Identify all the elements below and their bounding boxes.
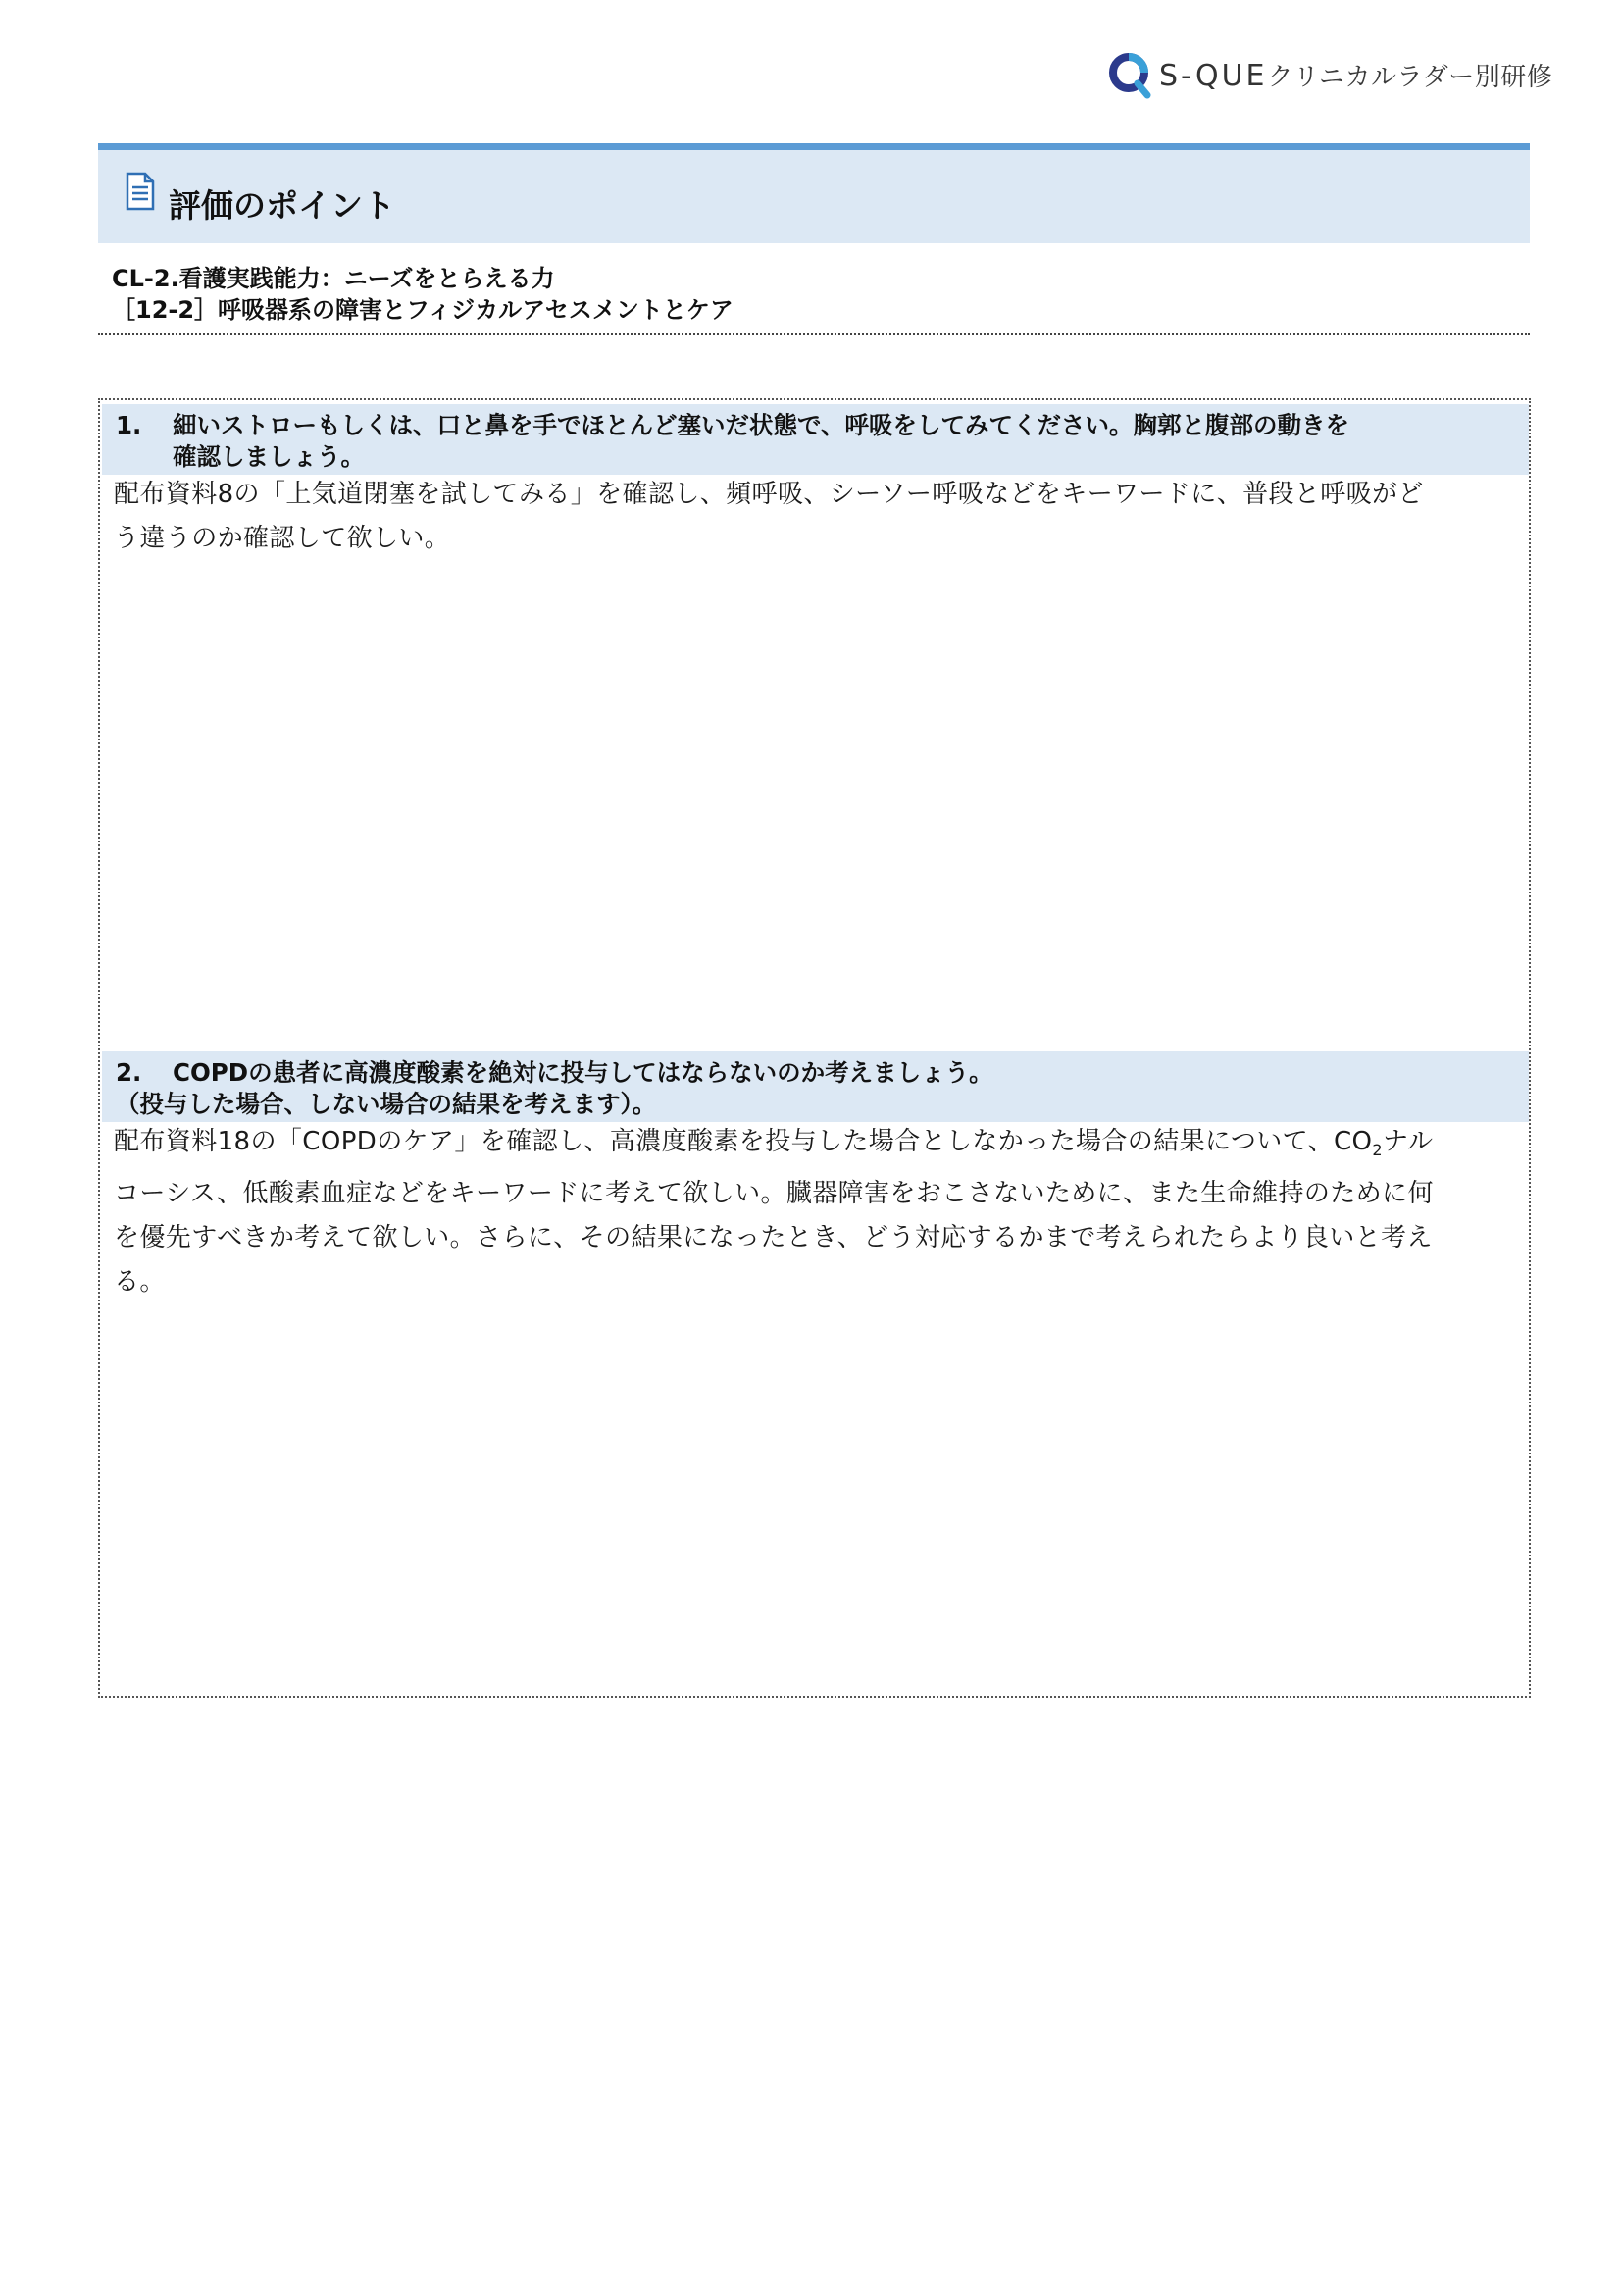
logo-suffix: クリニカルラダー別研修 xyxy=(1267,62,1553,92)
evaluation-frame xyxy=(98,398,1531,1698)
sque-logo xyxy=(1108,45,1553,104)
question-1-heading-line2: 確認しましょう。 xyxy=(173,442,365,471)
question-1-heading xyxy=(102,404,1529,475)
question-1-number: 1. xyxy=(116,411,142,439)
logo-text xyxy=(1159,57,1552,93)
question-2-answer-line1-b: ナル xyxy=(1382,1127,1434,1156)
question-2-answer xyxy=(114,1120,1518,1304)
question-2-heading-line1: COPDの患者に高濃度酸素を絶対に投与してはならないのか考えましょう。 xyxy=(173,1058,993,1087)
document-icon xyxy=(126,172,155,215)
question-2-heading xyxy=(102,1051,1529,1122)
section-header xyxy=(98,143,1530,243)
section-title: 評価のポイント xyxy=(169,186,395,225)
question-1-answer-line2: う違うのか確認して欲しい。 xyxy=(114,524,451,553)
sque-logo-mark xyxy=(1108,50,1153,99)
question-2-answer-line3: を優先すべきか考えて欲しい。さらに、その結果になったとき、どう対応するかまで考えられたらより良いと考え xyxy=(114,1223,1433,1253)
question-2-answer-line2: コーシス、低酸素血症などをキーワードに考えて欲しい。臓器障害をおこさないために、また生命維持のために何 xyxy=(114,1179,1434,1209)
course-topic-line: ［12-2］呼吸器系の障害とフィジカルアセスメントとケア xyxy=(112,296,734,324)
logo-brand: S-QUE xyxy=(1159,58,1268,93)
question-1-answer xyxy=(114,473,1518,561)
question-1-answer-line1: 配布資料8の「上気道閉塞を試してみる」を確認し、頻呼吸、シーソー呼吸などをキーワードに、普段と呼吸がど xyxy=(114,480,1424,509)
question-1-heading-line1: 細いストローもしくは、口と鼻を手でほとんど塞いだ状態で、呼吸をしてみてください。胸郭と腹部の動きを xyxy=(173,411,1350,439)
question-2-answer-line4: る。 xyxy=(114,1267,166,1298)
question-2-answer-line1 xyxy=(114,1120,1518,1172)
question-2-heading-line2: （投与した場合、しない場合の結果を考えます）。 xyxy=(116,1090,657,1118)
question-2-answer-line1-a: 配布資料18の「COPDのケア」を確認し、高濃度酸素を投与した場合としなかった場合の結果について、CO xyxy=(114,1127,1373,1156)
divider xyxy=(98,333,1530,335)
course-code-line: CL-2.看護実践能力：ニーズをとらえる力 xyxy=(112,265,555,292)
co2-subscript: 2 xyxy=(1372,1141,1383,1160)
question-2-number: 2. xyxy=(116,1058,142,1087)
